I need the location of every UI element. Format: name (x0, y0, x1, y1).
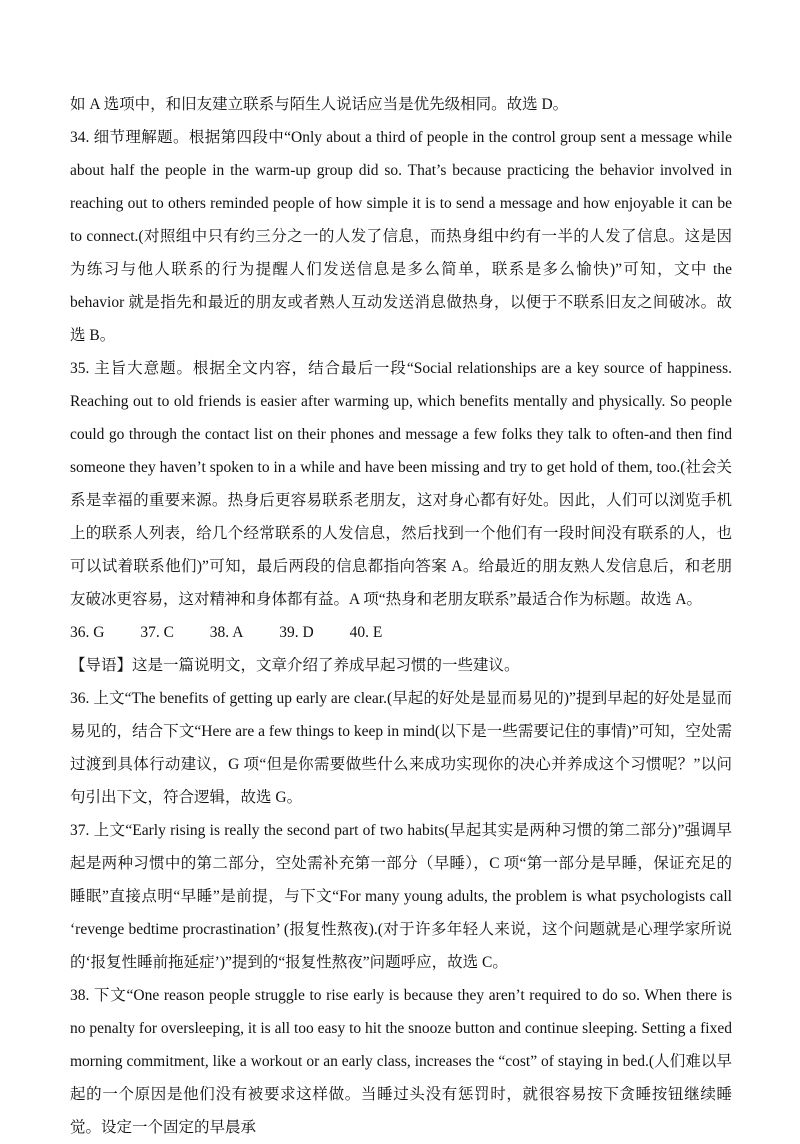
paragraph-explanation-36: 36. 上文“The benefits of getting up early are clear.(早起的好处是显而易见的)”提到早起的好处是显而易见的，结合下文“Here are a few things to keep in mind(以下是一些需要记住的事情)”可知，空处需过渡到具体行动建议，G 项“但是你需要做些什么来成功实现你的决心并养成这个习惯呢？”以问句引出下文，符合逻辑，故选 G。 (70, 690, 732, 806)
answer-item-36: 36. G (70, 624, 105, 641)
paragraph-previous-answer-tail: 如 A 选项中，和旧友建立联系与陌生人说话应当是优先级相同。故选 D。 (70, 96, 569, 113)
paragraph-explanation-34: 34. 细节理解题。根据第四段中“Only about a third of people in the control group sent a message while about half the people in the warm-up group did so. That’s because practicing the behavior involved in reaching out to others reminded people of how simple it is to send a message and how enjoyable it can be to connect.(对照组中只有约三分之一的人发了信息，而热身组中约有一半的人发了信息。这是因为练习与他人联系的行为提醒人们发送信息是多么简单，联系是多么愉快)”可知，文中 the behavior 就是指先和最近的朋友或者熟人互动发送消息做热身，以便于不联系旧友之间破冰。故选 B。 (70, 129, 732, 344)
answer-item-37: 37. C (140, 624, 174, 641)
paragraph-explanation-38: 38. 下文“One reason people struggle to rise early is because they aren’t required to do so. When there is no penalty for oversleeping, it is all too easy to hit the snooze button and continue sleeping. Setting a fixed morning commitment, like a workout or an early class, increases the “cost” of staying in bed.(人们难以早起的一个原因是他们没有被要求这样做。当睡过头没有惩罚时，就很容易按下贪睡按钮继续睡觉。设定一个固定的早晨承 (70, 987, 732, 1136)
answer-key-line (70, 616, 732, 649)
answer-item-40: 40. E (349, 624, 383, 641)
paragraph-intro-note: 【导语】这是一篇说明文，文章介绍了养成早起习惯的一些建议。 (70, 657, 520, 674)
paragraph-explanation-35: 35. 主旨大意题。根据全文内容，结合最后一段“Social relationships are a key source of happiness. Reaching out to old friends is easier after warming up, which benefits mentally and physically. So people could go through the contact list on their phones and message a few folks they talk to often-and then find someone they haven’t spoken to in a while and have been missing and try to get hold of them, too.(社会关系是幸福的重要来源。热身后更容易联系老朋友，这对身心都有好处。因此，人们可以浏览手机上的联系人列表，给几个经常联系的人发信息，然后找到一个他们有一段时间没有联系的人，也可以试着联系他们)”可知，最后两段的信息都指向答案 A。给最近的朋友熟人发信息后，和老朋友破冰更容易，这对精神和身体都有益。A 项“热身和老朋友联系”最适合作为标题。故选 A。 (70, 360, 732, 608)
paragraph-explanation-37: 37. 上文“Early rising is really the second part of two habits(早起其实是两种习惯的第二部分)”强调早起是两种习惯中的第二部分，空处需补充第一部分（早睡），C 项“第一部分是早睡，保证充足的睡眠”直接点明“早睡”是前提，与下文“For many young adults, the problem is what psychologists call ‘revenge bedtime procrastination’ (报复性熬夜).(对于许多年轻人来说，这个问题就是心理学家所说的‘报复性睡前拖延症’)”提到的“报复性熬夜”问题呼应，故选 C。 (70, 822, 732, 971)
answer-item-39: 39. D (279, 624, 314, 641)
answer-item-38: 38. A (209, 624, 244, 641)
